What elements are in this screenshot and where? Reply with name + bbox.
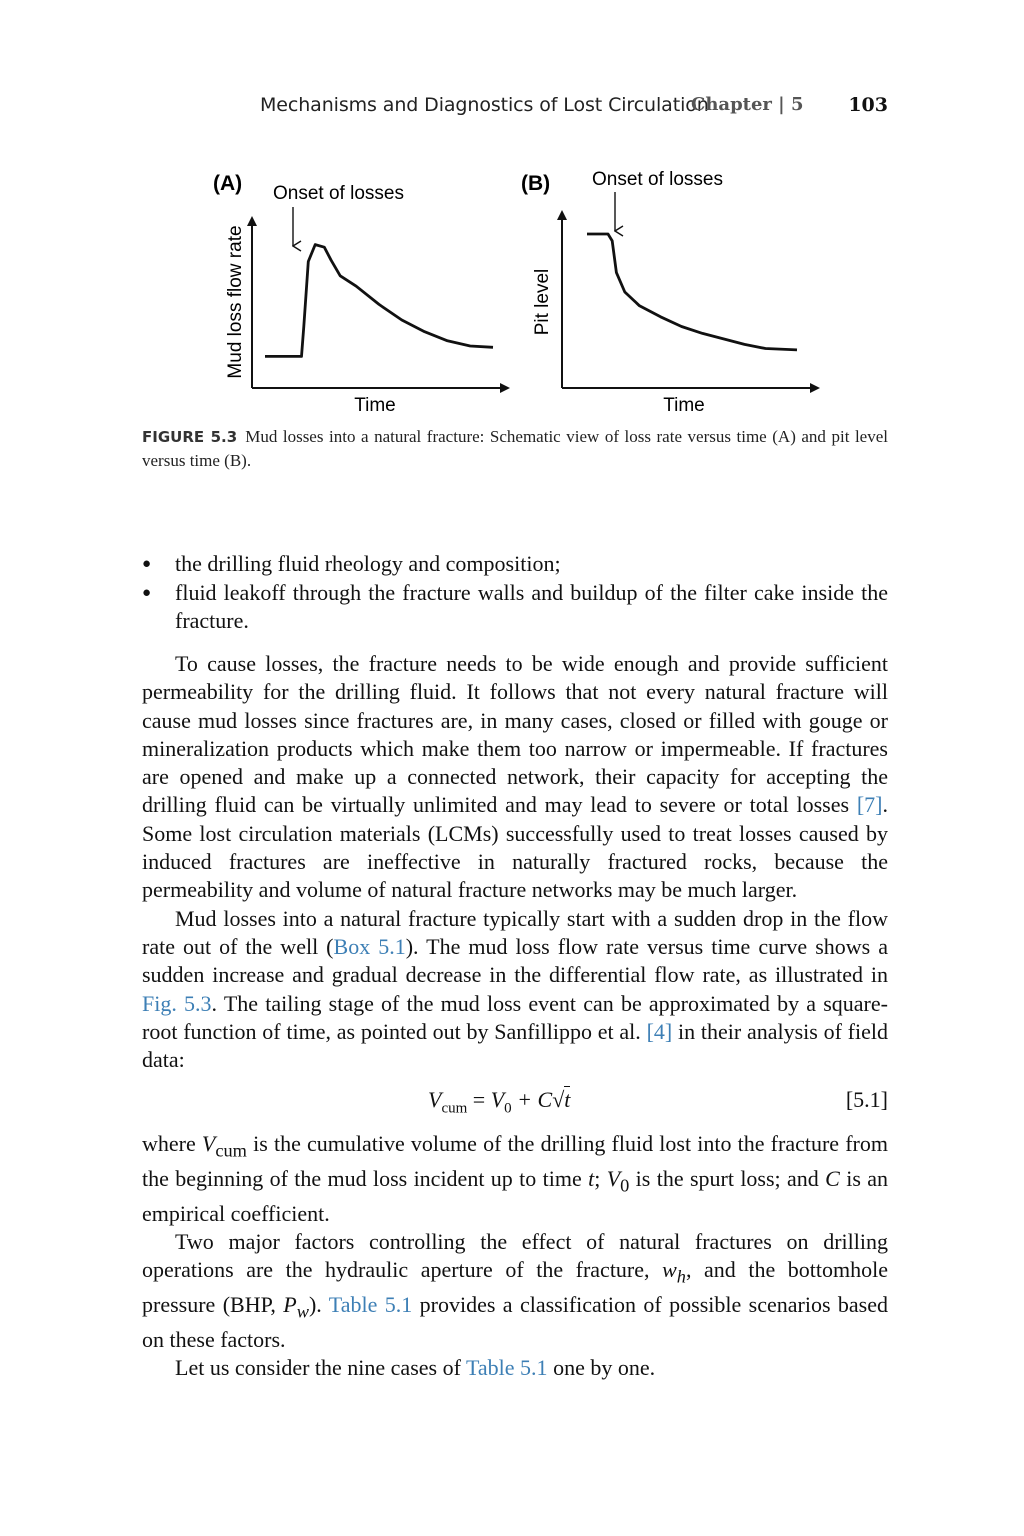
panel-b-annotation: Onset of losses (592, 169, 723, 190)
text-run: is an empirical coefficient. (142, 1166, 888, 1226)
figure-caption (142, 425, 888, 473)
panel-a-annotation: Onset of losses (273, 183, 404, 204)
text-run: ; (594, 1166, 607, 1192)
text-run: provides a classification of possible scenarios based on these factors. (142, 1292, 888, 1352)
eq-symbol: = (467, 1087, 491, 1113)
figure-svg (205, 160, 825, 420)
paragraph (142, 1130, 888, 1228)
text-run: . The tailing stage of the mud loss event can be approximated by a square-root function of time, as pointed out by Sanfillippo et al. (142, 990, 888, 1044)
box-link[interactable]: Box 5.1 (333, 933, 406, 959)
body-text (142, 650, 888, 1382)
text-run: h (676, 1266, 686, 1287)
text-run: w (296, 1301, 309, 1322)
text-run: . Some lost circulation materials (LCMs) successfully used to treat losses caused by induced fractures are ineffective in naturally fractured rocks, because the permeability and volume of natural fracture networks may be much larger. (142, 792, 888, 903)
eq-symbol: t (564, 1087, 571, 1113)
equation-5-1 (142, 1074, 888, 1130)
panel-a-ylabel: Mud loss flow rate (225, 225, 246, 379)
panel-b-label: (B) (521, 172, 551, 195)
text-run: V (606, 1166, 621, 1192)
table-link[interactable]: Table 5.1 (328, 1292, 413, 1318)
text-run: in their analysis of field data: (142, 1018, 888, 1073)
eq-subscript: cum (441, 1100, 468, 1117)
paragraph (142, 1354, 888, 1382)
eq-symbol: V (428, 1087, 442, 1113)
text-run: cum (215, 1140, 247, 1161)
paragraph (142, 650, 888, 905)
text-run: Let us consider the nine cases of (175, 1355, 467, 1381)
panel-b-curve (587, 234, 797, 350)
eq-symbol: + C (511, 1087, 553, 1113)
page-number: 103 (848, 94, 888, 116)
caption-text: Mud losses into a natural fracture: Schematic view of loss rate versus time (A) and pit level versus time (B). (142, 427, 888, 470)
panel-a-xlabel: Time (354, 395, 396, 416)
eq-subscript: 0 (504, 1100, 512, 1117)
panel-b-xlabel: Time (663, 395, 705, 416)
equation-formula (428, 1086, 570, 1123)
figure-link[interactable]: Fig. 5.3 (142, 990, 212, 1016)
paragraph (142, 905, 888, 1075)
text-run: t (588, 1166, 595, 1192)
bullet-item: ● fluid leakoff through the fracture walls and buildup of the filter cake inside the fracture. (142, 579, 888, 636)
text-run: w (662, 1257, 677, 1283)
text-run: To cause losses, the fracture needs to be wide enough and provide sufficient permeability for the drilling fluid. It follows that not every natural fracture will cause mud losses since fractures are, in many cases, closed or filled with gouge or mineralization products which make them too narrow or impermeable. If fractures are opened and make up a connected network, their capacity for accepting the drilling fluid can be virtually unlimited and may lead to severe or total losses (142, 651, 888, 818)
text-run: P (283, 1292, 297, 1318)
eq-symbol: V (490, 1087, 505, 1113)
text-run: C (825, 1166, 840, 1192)
caption-label: FIGURE 5.3 (142, 428, 238, 446)
text-run: V (201, 1131, 216, 1157)
text-run: is the spurt loss; and (629, 1166, 826, 1192)
text-run: ). The mud loss flow rate versus time curve shows a sudden increase and gradual decrease in the differential flow rate, as illustrated in (142, 933, 888, 988)
text-run: 0 (620, 1175, 630, 1196)
text-run: , and the bottomhole pressure (BHP, (142, 1257, 888, 1318)
panel-b-ylabel: Pit level (532, 268, 553, 336)
citation-link[interactable]: [7] (856, 792, 883, 818)
bullet-item: ● the drilling fluid rheology and composition; (142, 550, 888, 579)
running-header (260, 94, 888, 124)
panel-a-label: (A) (213, 172, 243, 195)
paragraph (142, 1228, 888, 1354)
table-link[interactable]: Table 5.1 (466, 1355, 548, 1381)
text-run: Mud losses into a natural fracture typically start with a sudden drop in the flow rate out of the well ( (142, 905, 888, 959)
text-run: ). (308, 1292, 329, 1318)
chapter-label: Chapter | 5 (691, 94, 804, 115)
citation-link[interactable]: [4] (646, 1018, 673, 1044)
panel-a-curve (265, 245, 493, 357)
bullet-list (142, 550, 888, 636)
text-run: one by one. (547, 1355, 656, 1381)
figure-5-3 (205, 160, 825, 420)
running-title: Mechanisms and Diagnostics of Lost Circulation (260, 94, 709, 116)
text-run: where (142, 1131, 202, 1157)
sqrt-symbol: √ (552, 1087, 565, 1113)
text-run: is the cumulative volume of the drilling fluid lost into the fracture from the beginning of the mud loss incident up to time (142, 1131, 888, 1192)
text-run: Two major factors controlling the effect of natural fractures on drilling operations are the hydraulic aperture of the fracture, (142, 1229, 888, 1283)
equation-number: [5.1] (845, 1087, 888, 1113)
